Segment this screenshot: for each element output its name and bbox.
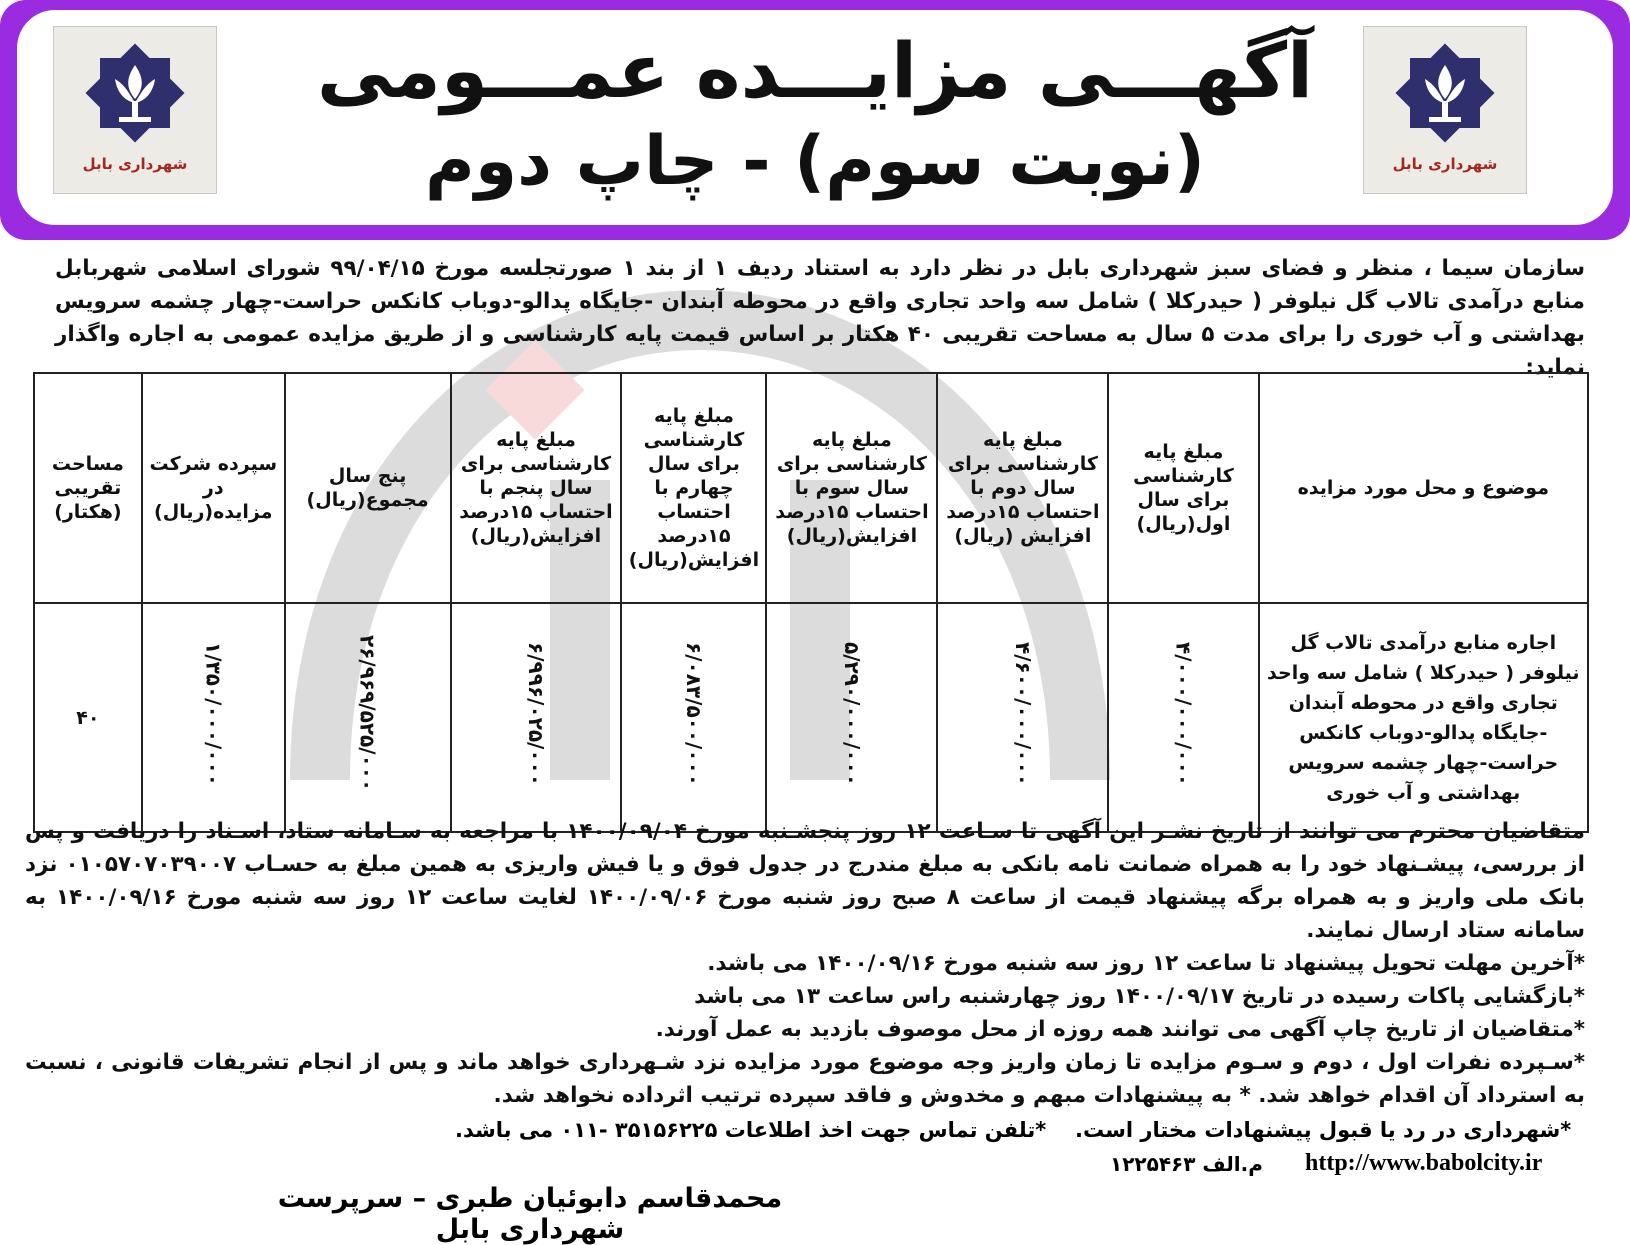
opening-note: *بازگشایی پاکات رسیده در تاریخ ۱۴۰۰/۰۹/۱۷ روز چهارشنبه راس ساعت ۱۳ می باشد: [694, 984, 1585, 1009]
year1-value: ۴/۰۰۰/۰۰۰/۰۰۰: [1171, 641, 1196, 786]
year3-value: ۵/۲۹۰/۰۰۰/۰۰۰: [839, 641, 864, 786]
table-header-cell: مبلغ پایه کارشناسی برای سال دوم با احتساب ۱۵درصد افزایش (ریال): [937, 373, 1108, 603]
table-header-cell: مبلغ پایه کارشناسی برای سال چهارم با احتساب ۱۵درصد افزایش(ریال): [621, 373, 766, 603]
page-subtitle: (نوبت سوم) - چاپ دوم: [425, 122, 1205, 201]
table-header-cell: پنج سال مجموع(ریال): [285, 373, 451, 603]
year1-cell: [1108, 603, 1258, 832]
table-header-cell: سپرده شرکت در مزایده(ریال): [142, 373, 285, 603]
website-link[interactable]: http://www.babolcity.ir: [1305, 1150, 1543, 1176]
logo-caption: شهرداری بابل: [82, 155, 188, 173]
deposit-cell: [142, 603, 285, 832]
municipality-logo-left: [53, 26, 217, 194]
municipality-logo-right: [1363, 26, 1527, 194]
logo-caption: شهرداری بابل: [1392, 155, 1498, 173]
intro-paragraph: سازمان سیما ، منظر و فضای سبز شهرداری بابل در نظر دارد به استناد ردیف ۱ از بند ۱ صورتجلسه مورخ ۹۹/۰۴/۱۵ شورای اسلامی شهربابل منابع درآمدی تالاب گل نیلوفر ( حیدرکلا ) شامل سه واحد تجاری واقع در محوطه آبندان -جایگاه پدالو-دوباب کانکس حراست-چهار چشمه سرویس بهداشتی و آب خوری را برای مدت ۵ سال به مساحت تقریبی ۴۰ هکتار بر اساس قیمت پایه کارشناسی و از طریق مزایده عمومی به اجاره واگذار نماید:: [55, 256, 1586, 380]
year2-cell: [937, 603, 1108, 832]
year4-cell: [621, 603, 766, 832]
notice-section: [25, 815, 1585, 1112]
deposit-note: *سـپرده نفرات اول ، دوم و سـوم مزایده تا زمان واریز وجه موضوع مورد مزایده نزد شـهرداری خواهد ماند و پس از انجام تشریفات قانونی ، نسبت به استرداد آن اقدام خواهد شد. * به پیشنهادات مبهم و مخدوش و فاقد سپرده ترتیب اثرداده نخواهد شد.: [25, 1050, 1585, 1108]
year5-value: ۶/۹۹۶/۰۲۵/۰۰۰: [523, 641, 548, 786]
table-header-cell: مبلغ پایه کارشناسی برای سال اول(ریال): [1108, 373, 1258, 603]
notice-paragraph: متقاضیان محترم می توانند از تاریخ نشـر این آگهی تا سـاعت ۱۲ روز پنجشـنبه مورخ ۱۴۰۰/۰۹/۰۴ با مراجعه به سـامانه ستاد، اسـناد را دریافت و پس از بررسی، پیشـنهاد خود را به همراه ضمانت نامه بانکی به مبلغ مندرج در جدول فوق و یا فیش واریزی به همین مبلغ به حسـاب ۰۱۰۵۷۰۷۰۳۹۰۰۷ نزد بانک ملی واریز و به همراه برگه پیشنهاد قیمت از ساعت ۸ صبح روز شنبه مورخ ۱۴۰۰/۰۹/۰۶ لغایت ساعت ۱۲ روز سه شنبه مورخ ۱۴۰۰/۰۹/۱۶ به سامانه ستاد ارسال نمایند.: [25, 819, 1585, 943]
table-header-row: [34, 373, 1588, 603]
year3-cell: [766, 603, 937, 832]
year4-value: ۶/۰۸۳/۵۰۰/۰۰۰: [681, 641, 706, 786]
subject-cell: اجاره منابع درآمدی تالاب گل نیلوفر ( حیدرکلا ) شامل سه واحد تجاری واقع در محوطه آبندان -جایگاه پدالو-دوباب کانکس حراست-چهار چشمه سرویس بهداشتی و آب خوری: [1259, 603, 1588, 832]
phone-note: *تلفن تماس جهت اخذ اطلاعات ۳۵۱۵۶۲۲۵ -۰۱۱ می باشد.: [455, 1118, 1047, 1142]
table-header-cell: مساحت تقریبی (هکتار): [34, 373, 142, 603]
area-cell: ۴۰: [34, 603, 142, 832]
signature: محمدقاسم دابوئیان طبری – سرپرست شهرداری بابل: [277, 1183, 783, 1245]
year5-cell: [451, 603, 622, 832]
page-title: آگهـــی مزایـــده عمـــومی: [316, 26, 1314, 115]
tulip-emblem-icon: [75, 33, 195, 153]
auction-table: [33, 372, 1589, 833]
tulip-emblem-icon: [1385, 33, 1505, 153]
ad-code: م.الف ۱۲۲۵۴۶۳: [1110, 1152, 1263, 1176]
deadline-note: *آخرین مهلت تحویل پیشنهاد تا ساعت ۱۲ روز سه شنبه مورخ ۱۴۰۰/۰۹/۱۶ می باشد.: [707, 951, 1585, 976]
year2-value: ۴/۶۰۰/۰۰۰/۰۰۰: [1010, 641, 1035, 786]
visit-note: *متقاضیان از تاریخ چاپ آگهی می توانند همه روزه از محل موصوف بازدید به عمل آورند.: [655, 1017, 1585, 1042]
table-header-cell: مبلغ پایه کارشناسی برای سال سوم با احتساب ۱۵درصد افزایش(ریال): [766, 373, 937, 603]
total-value: ۲۶/۹۶۹/۵۲۵/۰۰۰: [355, 635, 380, 792]
table-header-cell: موضوع و محل مورد مزایده: [1259, 373, 1588, 603]
table-header-cell: مبلغ پایه کارشناسی برای سال پنجم با احتساب ۱۵درصد افزایش(ریال): [451, 373, 622, 603]
total-cell: [285, 603, 451, 832]
table-row: [34, 603, 1588, 832]
rights-note: *شهرداری در رد یا قبول پیشنهادات مختار است.: [1075, 1118, 1572, 1142]
deposit-value: ۱/۳۵۰/۰۰۰/۰۰۰: [201, 641, 226, 786]
